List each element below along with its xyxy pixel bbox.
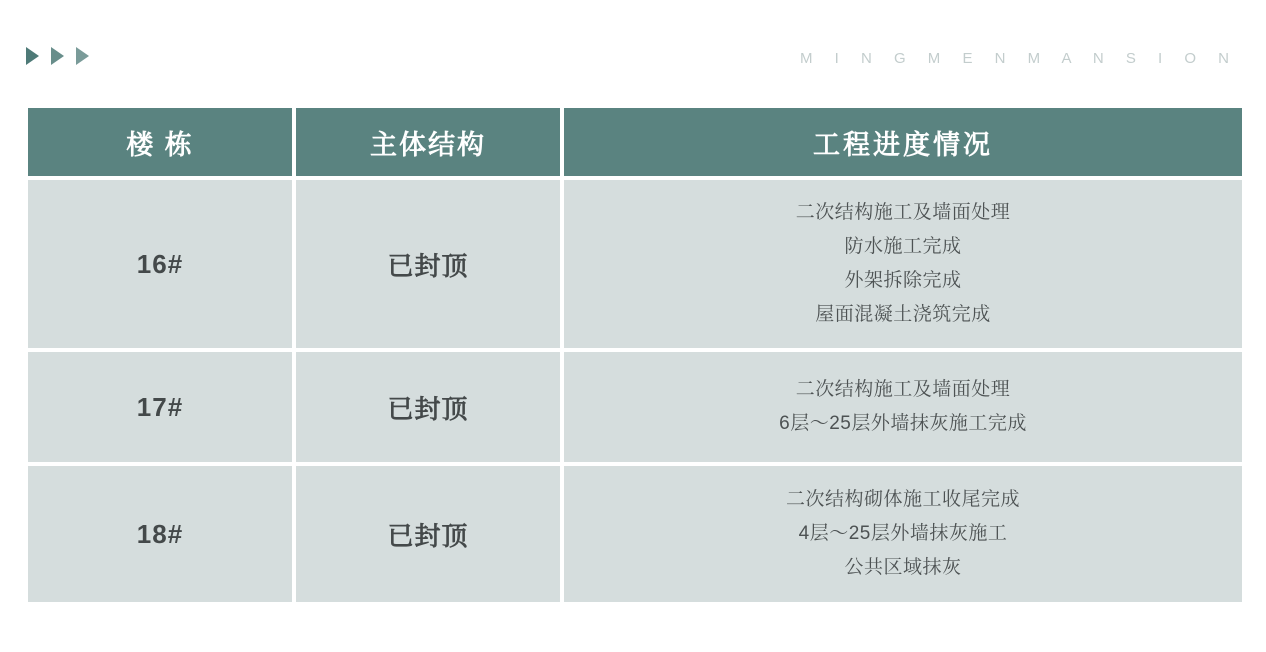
table-header-row xyxy=(28,108,1242,176)
progress-line: 公共区域抹灰 xyxy=(844,556,962,578)
cell-building: 16# xyxy=(28,180,292,348)
cell-building: 18# xyxy=(28,466,292,602)
cell-structure: 已封顶 xyxy=(296,352,560,462)
column-header-structure: 主体结构 xyxy=(296,108,560,176)
table-row xyxy=(28,352,1242,462)
progress-line: 防水施工完成 xyxy=(844,236,962,258)
triangle-right-icon xyxy=(26,47,39,65)
column-header-progress: 工程进度情况 xyxy=(564,108,1242,176)
progress-line: 二次结构施工及墙面处理 xyxy=(795,202,1011,224)
column-header-building: 楼 栋 xyxy=(28,108,292,176)
table-head xyxy=(28,108,1242,176)
cell-progress xyxy=(564,466,1242,602)
cell-structure: 已封顶 xyxy=(296,466,560,602)
progress-line: 4层～25层外墙抹灰施工 xyxy=(798,523,1008,545)
progress-line: 外架拆除完成 xyxy=(844,270,962,291)
progress-table-container xyxy=(24,104,1242,606)
progress-line: 二次结构施工及墙面处理 xyxy=(795,379,1011,401)
progress-line: 屋面混凝土浇筑完成 xyxy=(815,303,991,325)
cell-progress xyxy=(564,352,1242,462)
triangle-right-icon xyxy=(51,47,64,65)
table-row xyxy=(28,466,1242,602)
table-row xyxy=(28,180,1242,348)
arrow-decoration-group xyxy=(26,47,89,65)
cell-progress xyxy=(564,180,1242,348)
triangle-right-icon xyxy=(76,47,89,65)
brand-text: M I N G M E N M A N S I O N xyxy=(799,49,1238,67)
cell-building: 17# xyxy=(28,352,292,462)
progress-line: 6层～25层外墙抹灰施工完成 xyxy=(779,413,1027,434)
slide-header xyxy=(0,0,1266,96)
cell-structure: 已封顶 xyxy=(296,180,560,348)
progress-table xyxy=(24,104,1246,606)
progress-line: 二次结构砌体施工收尾完成 xyxy=(785,489,1020,511)
table-body xyxy=(28,180,1242,602)
